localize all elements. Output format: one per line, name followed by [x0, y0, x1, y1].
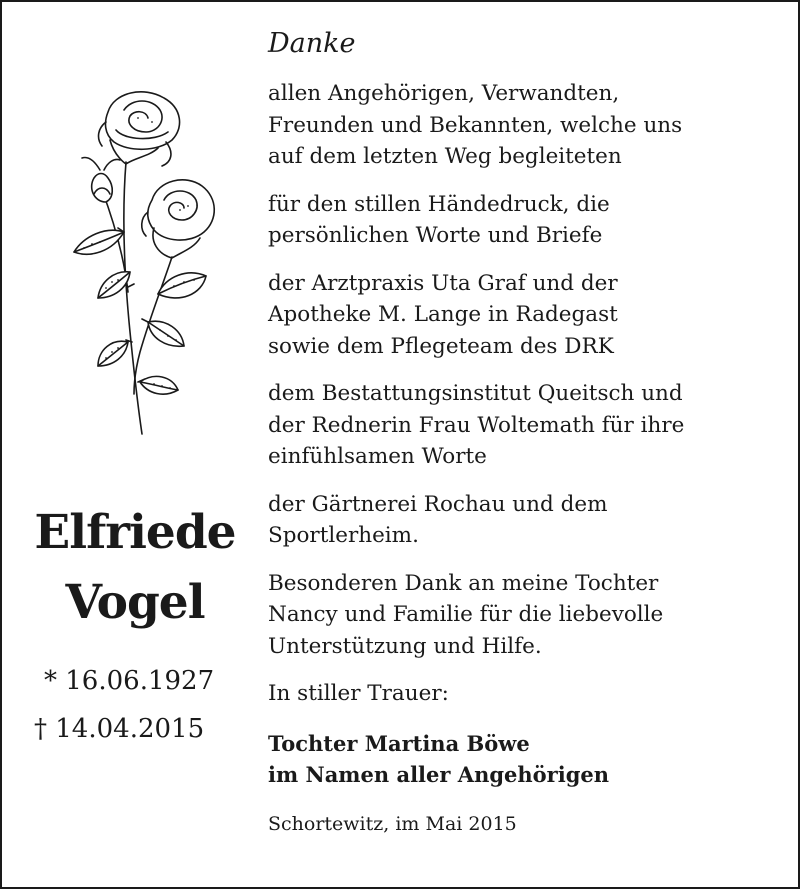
paragraph-line: auf dem letzten Weg begleiteten [268, 144, 622, 169]
birth-date: * 16.06.1927 [44, 666, 215, 696]
paragraph-line: einfühlsamen Worte [268, 444, 487, 469]
thanks-paragraph [268, 268, 788, 363]
mourning-line: In stiller Trauer: [268, 681, 449, 706]
paragraph-line: der Arztpraxis Uta Graf und der [268, 270, 618, 296]
deceased-last-name: Vogel [65, 575, 205, 630]
paragraph-line: dem Bestattungsinstitut Queitsch und [268, 381, 683, 406]
paragraph-line: Freunden und Bekannten, welche uns [268, 112, 683, 138]
paragraph-line: persönlichen Worte und Briefe [268, 223, 603, 248]
deceased-first-name: Elfriede [34, 505, 236, 560]
thanks-text-column [268, 26, 788, 837]
paragraph-line: der Rednerin Frau Woltemath für ihre [268, 412, 685, 438]
paragraph-line: Unterstützung und Hilfe. [268, 633, 542, 659]
signer-line: im Namen aller Angehörigen [268, 762, 610, 787]
thanks-paragraph [268, 78, 788, 173]
paragraph-line: Apotheke M. Lange in Radegast [268, 302, 618, 327]
paragraph-line: für den stillen Händedruck, die [268, 191, 610, 217]
thanks-paragraph [268, 489, 788, 552]
paragraph-line: sowie dem Pflegeteam des DRK [268, 333, 614, 359]
paragraph-line: Nancy und Familie für die liebevolle [268, 602, 664, 627]
place-date: Schortewitz, im Mai 2015 [268, 812, 517, 835]
paragraph-line: der Gärtnerei Rochau und dem [268, 491, 608, 517]
paragraph-line: allen Angehörigen, Verwandten, [268, 81, 620, 106]
rose-drawing-icon [54, 82, 234, 442]
thanks-paragraph [268, 189, 788, 252]
thanks-paragraph [268, 568, 788, 663]
signer-line: Tochter Martina Böwe [268, 730, 530, 756]
death-date: † 14.04.2015 [34, 714, 205, 744]
paragraph-line: Besonderen Dank an meine Tochter [268, 570, 659, 596]
notice-heading: Danke [268, 28, 356, 59]
paragraph-line: Sportlerheim. [268, 523, 419, 548]
thanks-paragraph [268, 378, 788, 473]
signers-block [268, 728, 788, 791]
